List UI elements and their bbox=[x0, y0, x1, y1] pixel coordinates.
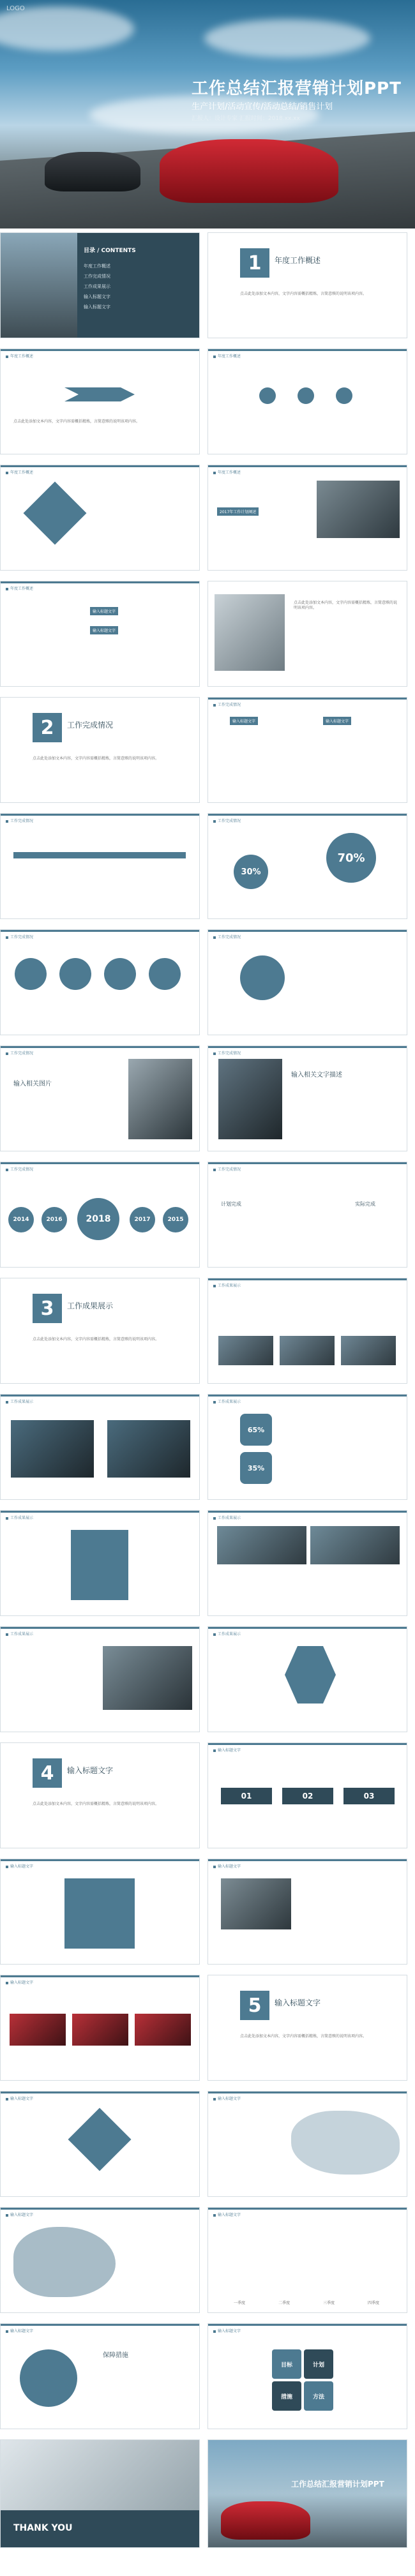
slide-header: 输入标题文字 bbox=[6, 1979, 33, 1985]
section-title: 工作完成情况 bbox=[67, 721, 114, 730]
slide-completion-circles[interactable] bbox=[0, 929, 200, 1035]
data-circle bbox=[104, 958, 136, 990]
slide-completion-compare[interactable] bbox=[207, 1162, 407, 1268]
slide-custom-guarantee[interactable] bbox=[0, 2323, 200, 2429]
top-bar bbox=[1, 2324, 199, 2326]
slide-header: 工作成果展示 bbox=[213, 1398, 241, 1404]
percent-box: 35% bbox=[240, 1452, 272, 1484]
section-title: 输入标题文字 bbox=[275, 1998, 321, 2007]
top-bar bbox=[1, 1627, 199, 1629]
percent-box: 65% bbox=[240, 1414, 272, 1446]
slide-header: 输入标题文字 bbox=[213, 2212, 241, 2217]
cloud-decoration bbox=[0, 6, 134, 51]
quarter-label: 一季度 bbox=[234, 2301, 246, 2305]
top-bar bbox=[208, 1395, 407, 1397]
slide-text: 点击此处添加文本内容，文字内容需概括精炼，言简意赅的说明该项内容。 bbox=[13, 419, 140, 424]
cloud-decoration bbox=[204, 19, 370, 57]
slide-title: 保障措施 bbox=[103, 2352, 128, 2359]
section-number: 4 bbox=[33, 1758, 62, 1788]
slide-header: 工作完成情况 bbox=[213, 1166, 241, 1172]
top-bar bbox=[208, 2324, 407, 2326]
year-circle: 2016 bbox=[42, 1207, 67, 1232]
top-bar bbox=[1, 2092, 199, 2093]
bubble bbox=[240, 955, 285, 1000]
slide-completion-steps[interactable] bbox=[0, 813, 200, 919]
slide-custom-cars[interactable] bbox=[0, 1975, 200, 2081]
top-bar bbox=[208, 1046, 407, 1048]
key-photo bbox=[218, 1059, 282, 1139]
quad-box: 计划 bbox=[304, 2349, 333, 2379]
slide-results-cars[interactable] bbox=[0, 1394, 200, 1500]
red-car-image bbox=[221, 2501, 310, 2540]
top-bar bbox=[208, 465, 407, 467]
slide-header: 输入标题文字 bbox=[6, 2328, 33, 2333]
logo: LOGO bbox=[6, 5, 25, 12]
slide-completion-bubbles[interactable] bbox=[207, 929, 407, 1035]
contents-item[interactable]: 工作完成情况 bbox=[84, 274, 110, 279]
top-bar bbox=[208, 1511, 407, 1513]
top-bar bbox=[208, 1278, 407, 1280]
meeting-photo bbox=[215, 594, 285, 671]
slide-contents[interactable] bbox=[0, 232, 200, 338]
hex-label: 输入标题文字 bbox=[230, 717, 258, 725]
top-bar bbox=[208, 2208, 407, 2210]
top-bar bbox=[208, 814, 407, 816]
mosaic-photo bbox=[217, 1526, 306, 1564]
slide-header: 年度工作概述 bbox=[213, 353, 241, 359]
cover-title: 工作总结汇报营销计划PPT bbox=[192, 79, 402, 98]
slide-custom-china-map[interactable] bbox=[0, 2207, 200, 2313]
quarter-label: 四季度 bbox=[368, 2301, 380, 2305]
contents-heading: 目录 / CONTENTS bbox=[84, 248, 136, 254]
top-bar bbox=[1, 814, 199, 816]
slide-results-mosaic[interactable] bbox=[207, 1510, 407, 1616]
year-circle: 2018 bbox=[77, 1198, 119, 1240]
top-bar bbox=[208, 349, 407, 351]
slide-header: 输入标题文字 bbox=[6, 1863, 33, 1869]
icon-circle bbox=[259, 387, 276, 404]
top-bar bbox=[208, 698, 407, 700]
slide-header: 工作成果展示 bbox=[213, 1515, 241, 1520]
china-map bbox=[13, 2227, 116, 2297]
car-photo bbox=[221, 1878, 291, 1929]
top-bar bbox=[208, 1859, 407, 1861]
top-bar bbox=[208, 930, 407, 932]
car-photo bbox=[11, 1420, 94, 1478]
slide-section-5[interactable] bbox=[207, 1975, 407, 2081]
contents-list bbox=[84, 261, 110, 312]
slide-section-2[interactable] bbox=[0, 697, 200, 803]
section-number: 5 bbox=[240, 1991, 269, 2020]
slide-results-hex[interactable] bbox=[207, 1626, 407, 1732]
slide-header: 年度工作概述 bbox=[6, 353, 33, 359]
section-number: 2 bbox=[33, 713, 62, 742]
cover-subtitle: 生产计划/活动宣传/活动总结/销售计划 bbox=[192, 102, 333, 112]
top-bar bbox=[1, 2208, 199, 2210]
section-text: 点击此处添加文本内容，文字内容需概括精炼，言简意赅的说明该项内容。 bbox=[33, 1802, 160, 1806]
slide-results-gallery[interactable] bbox=[207, 1278, 407, 1384]
top-bar bbox=[1, 1046, 199, 1048]
slide-header: 工作完成情况 bbox=[213, 934, 241, 940]
section-text: 点击此处添加文本内容，文字内容需概括精炼，言简意赅的说明该项内容。 bbox=[33, 1337, 160, 1342]
slide-title: 输入相关图片 bbox=[13, 1081, 52, 1088]
cover-slide bbox=[0, 0, 415, 228]
grid-block bbox=[64, 1878, 135, 1949]
gallery-photo bbox=[280, 1336, 335, 1365]
slide-header: 工作成果展示 bbox=[6, 1631, 33, 1636]
arrow-shape bbox=[64, 387, 135, 401]
red-car-image bbox=[160, 139, 338, 203]
parking-photo bbox=[103, 1646, 192, 1710]
slide-header: 年度工作概述 bbox=[6, 469, 33, 475]
slide-results-percent[interactable] bbox=[207, 1394, 407, 1500]
section-title: 年度工作概述 bbox=[275, 256, 321, 265]
plan-chip: 2017年工作计划阐述 bbox=[217, 507, 259, 516]
slide-header: 工作完成情况 bbox=[6, 1166, 33, 1172]
contents-item[interactable]: 输入标题文字 bbox=[84, 294, 110, 299]
contents-item[interactable]: 输入标题文字 bbox=[84, 304, 110, 310]
slide-section-1[interactable] bbox=[207, 232, 407, 338]
quad-box: 目标 bbox=[272, 2349, 301, 2379]
slide-ending[interactable] bbox=[207, 2439, 407, 2548]
slide-header: 工作成果展示 bbox=[213, 1631, 241, 1636]
compare-label: 实际完成 bbox=[355, 1201, 375, 1207]
icon-circle bbox=[336, 387, 352, 404]
data-circle bbox=[15, 958, 47, 990]
slide-thanks[interactable] bbox=[0, 2439, 200, 2548]
slide-header: 工作成果展示 bbox=[213, 1282, 241, 1288]
slide-overview-cube[interactable] bbox=[0, 465, 200, 571]
top-bar bbox=[1, 1859, 199, 1861]
compare-label: 计划完成 bbox=[221, 1201, 241, 1207]
year-circle: 2015 bbox=[163, 1207, 188, 1232]
thanks-text: THANK YOU bbox=[13, 2523, 73, 2533]
hex-label: 输入标题文字 bbox=[323, 717, 351, 725]
slide-header: 工作成果展示 bbox=[6, 1515, 33, 1520]
slide-overview-photo[interactable] bbox=[207, 465, 407, 571]
hex-shape bbox=[285, 1646, 336, 1704]
slide-title: 输入相关文字描述 bbox=[291, 1072, 342, 1079]
slide-custom-growth[interactable] bbox=[207, 2207, 407, 2313]
top-bar bbox=[208, 1743, 407, 1745]
tree-chip: 输入标题文字 bbox=[90, 607, 118, 615]
percent-circle: 70% bbox=[326, 833, 376, 883]
slide-section-4[interactable] bbox=[0, 1742, 200, 1848]
slide-completion-photo[interactable] bbox=[0, 1045, 200, 1151]
pie-circle bbox=[20, 2349, 77, 2407]
slide-header: 输入标题文字 bbox=[213, 2328, 241, 2333]
car-photo bbox=[317, 481, 400, 538]
red-car-photo bbox=[72, 2014, 128, 2046]
top-bar bbox=[1, 1511, 199, 1513]
top-bar bbox=[1, 1975, 199, 1977]
red-car-photo bbox=[10, 2014, 66, 2046]
section-text: 点击此处添加文本内容，文字内容需概括精炼，言简意赅的说明该项内容。 bbox=[240, 2034, 367, 2039]
slide-header: 工作完成情况 bbox=[6, 818, 33, 823]
slide-completion-key[interactable] bbox=[207, 1045, 407, 1151]
slide-header: 输入标题文字 bbox=[213, 2095, 241, 2101]
slide-header: 工作完成情况 bbox=[6, 934, 33, 940]
slide-custom-numbered[interactable] bbox=[207, 1742, 407, 1848]
puzzle-shape bbox=[71, 1530, 128, 1600]
slide-overview-tree[interactable] bbox=[0, 581, 200, 687]
slide-overview-arrows[interactable] bbox=[0, 348, 200, 454]
section-text: 点击此处添加文本内容，文字内容需概括精炼，言简意赅的说明该项内容。 bbox=[240, 292, 367, 296]
slide-custom-grid[interactable] bbox=[0, 1859, 200, 1965]
dark-car-image bbox=[45, 152, 140, 191]
slide-header: 工作完成情况 bbox=[213, 701, 241, 707]
top-bar bbox=[208, 1162, 407, 1164]
section-title: 工作成果展示 bbox=[67, 1301, 114, 1310]
slide-header: 工作完成情况 bbox=[213, 1050, 241, 1056]
diamond-shape bbox=[68, 2108, 132, 2171]
top-bar bbox=[1, 581, 199, 583]
number-box: 01 bbox=[221, 1788, 272, 1804]
car-photo bbox=[107, 1420, 190, 1478]
slide-custom-quad[interactable] bbox=[207, 2323, 407, 2429]
quarter-label: 三季度 bbox=[323, 2301, 335, 2305]
top-bar bbox=[208, 2092, 407, 2093]
cube-shape bbox=[24, 482, 87, 545]
slide-header: 工作完成情况 bbox=[6, 1050, 33, 1056]
section-number: 1 bbox=[240, 248, 269, 278]
percent-circle: 30% bbox=[234, 855, 268, 889]
slide-completion-percent[interactable] bbox=[207, 813, 407, 919]
slide-text: 点击此处添加文本内容，文字内容需概括精炼，言简意赅的说明该项内容。 bbox=[294, 601, 398, 611]
quad-box: 措施 bbox=[272, 2381, 301, 2411]
gallery-photo bbox=[218, 1336, 273, 1365]
slide-overview-icons[interactable] bbox=[207, 348, 407, 454]
slide-header: 工作成果展示 bbox=[6, 1398, 33, 1404]
slide-custom-map[interactable] bbox=[207, 2091, 407, 2197]
year-circle: 2014 bbox=[8, 1207, 34, 1232]
slide-completion-hex[interactable] bbox=[207, 697, 407, 803]
car-interior-photo bbox=[128, 1059, 192, 1139]
mosaic-photo bbox=[310, 1526, 400, 1564]
top-bar bbox=[1, 1162, 199, 1164]
section-number: 3 bbox=[33, 1294, 62, 1323]
slide-custom-photo[interactable] bbox=[207, 1859, 407, 1965]
icon-circle bbox=[298, 387, 314, 404]
slide-header: 年度工作概述 bbox=[6, 585, 33, 591]
slide-results-puzzle[interactable] bbox=[0, 1510, 200, 1616]
ending-title: 工作总结汇报营销计划PPT bbox=[291, 2480, 384, 2489]
slide-header: 输入标题文字 bbox=[6, 2095, 33, 2101]
gallery-photo bbox=[341, 1336, 396, 1365]
top-bar bbox=[1, 1395, 199, 1397]
slide-header: 输入标题文字 bbox=[213, 1747, 241, 1753]
world-map bbox=[291, 2111, 400, 2175]
slide-custom-diamond[interactable] bbox=[0, 2091, 200, 2197]
slide-section-3[interactable] bbox=[0, 1278, 200, 1384]
slide-overview-meeting[interactable] bbox=[207, 581, 407, 687]
tree-chip: 输入标题文字 bbox=[90, 626, 118, 634]
year-circle: 2017 bbox=[130, 1207, 155, 1232]
slide-header: 工作完成情况 bbox=[213, 818, 241, 823]
number-box: 03 bbox=[343, 1788, 395, 1804]
contents-item[interactable]: 工作成果展示 bbox=[84, 284, 110, 289]
section-text: 点击此处添加文本内容，文字内容需概括精炼，言简意赅的说明该项内容。 bbox=[33, 756, 160, 761]
top-bar bbox=[1, 930, 199, 932]
slide-completion-years[interactable] bbox=[0, 1162, 200, 1268]
slide-header: 年度工作概述 bbox=[213, 469, 241, 475]
number-box: 02 bbox=[282, 1788, 333, 1804]
data-circle bbox=[149, 958, 181, 990]
contents-item[interactable]: 年度工作概述 bbox=[84, 264, 110, 269]
section-title: 输入标题文字 bbox=[67, 1766, 114, 1775]
top-bar bbox=[1, 465, 199, 467]
top-bar bbox=[1, 349, 199, 351]
slide-header: 输入标题文字 bbox=[213, 1863, 241, 1869]
slide-results-list[interactable] bbox=[0, 1626, 200, 1732]
top-bar bbox=[208, 1627, 407, 1629]
steps-bar bbox=[13, 852, 186, 858]
cars-photo bbox=[1, 233, 77, 338]
cover-meta: 汇报人：设计专家 汇报时间：2018.xx.xx bbox=[192, 116, 300, 122]
quarter-label: 二季度 bbox=[278, 2301, 290, 2305]
quad-box: 方法 bbox=[304, 2381, 333, 2411]
slide-header: 输入标题文字 bbox=[6, 2212, 33, 2217]
red-car-photo bbox=[135, 2014, 191, 2046]
data-circle bbox=[59, 958, 91, 990]
